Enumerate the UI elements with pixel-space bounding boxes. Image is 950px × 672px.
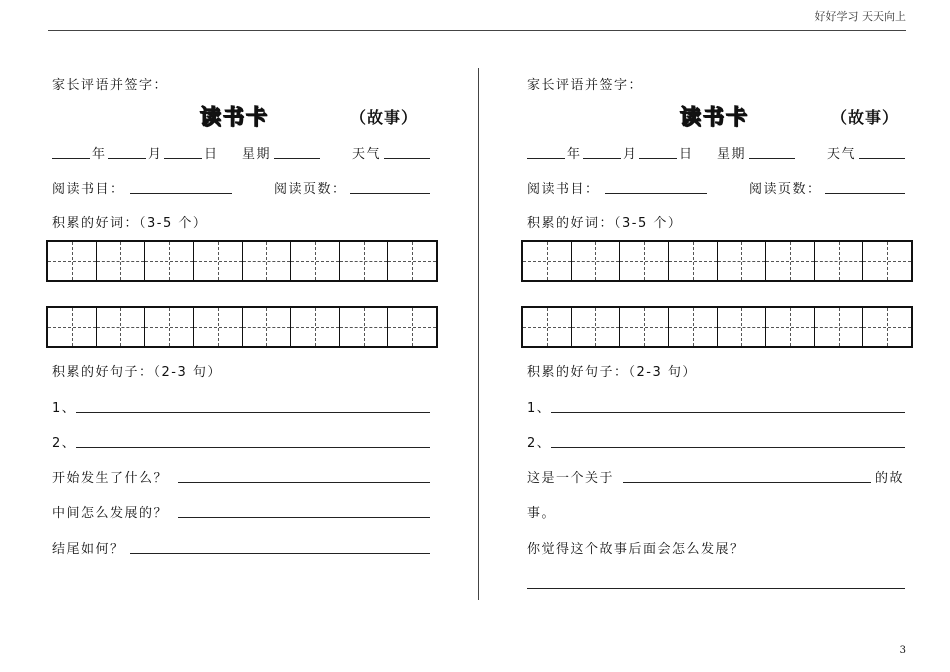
month-label: 月 bbox=[148, 147, 163, 162]
story-about-prefix: 这是一个关于 bbox=[527, 471, 615, 486]
book-title-label: 阅读书目： bbox=[52, 182, 125, 197]
good-sentences-label: 积累的好句子：（2-3 句） bbox=[527, 365, 697, 380]
good-words-label: 积累的好词：（3-5 个） bbox=[527, 216, 683, 231]
book-title-label: 阅读书目： bbox=[527, 182, 600, 197]
middle-answer-blank[interactable] bbox=[178, 517, 430, 518]
pages-read-label: 阅读页数： bbox=[749, 182, 822, 197]
story-about-suffix: 的故 bbox=[875, 471, 905, 486]
day-blank[interactable] bbox=[164, 158, 202, 159]
weather-blank[interactable] bbox=[384, 158, 430, 159]
sentence-1-label: 1、 bbox=[527, 401, 552, 416]
year-label: 年 bbox=[92, 147, 107, 162]
sentence-1-blank[interactable] bbox=[551, 412, 905, 413]
weather-blank[interactable] bbox=[859, 158, 905, 159]
sentence-2-label: 2、 bbox=[527, 436, 552, 451]
month-blank[interactable] bbox=[583, 158, 621, 159]
good-words-label: 积累的好词：（3-5 个） bbox=[52, 216, 208, 231]
month-label: 月 bbox=[623, 147, 638, 162]
pages-read-label: 阅读页数： bbox=[274, 182, 347, 197]
weekday-blank[interactable] bbox=[274, 158, 320, 159]
word-grid-1[interactable] bbox=[46, 240, 438, 282]
story-about-blank[interactable] bbox=[623, 482, 871, 483]
question-beginning: 开始发生了什么？ bbox=[52, 471, 169, 486]
weather-label: 天气 bbox=[827, 147, 857, 162]
weekday-blank[interactable] bbox=[749, 158, 795, 159]
card-title: 读书卡 bbox=[200, 105, 269, 129]
month-blank[interactable] bbox=[108, 158, 146, 159]
page-divider bbox=[478, 68, 479, 600]
year-blank[interactable] bbox=[52, 158, 90, 159]
good-sentences-label: 积累的好句子：（2-3 句） bbox=[52, 365, 222, 380]
year-label: 年 bbox=[567, 147, 582, 162]
day-label: 日 bbox=[204, 147, 219, 162]
reading-card-left bbox=[52, 0, 432, 672]
question-ending: 结尾如何？ bbox=[52, 542, 125, 557]
beginning-answer-blank[interactable] bbox=[178, 482, 430, 483]
weather-label: 天气 bbox=[352, 147, 382, 162]
day-label: 日 bbox=[679, 147, 694, 162]
sentence-1-blank[interactable] bbox=[76, 412, 430, 413]
sentence-2-blank[interactable] bbox=[551, 447, 905, 448]
book-title-blank[interactable] bbox=[130, 193, 232, 194]
word-grid-1[interactable] bbox=[521, 240, 913, 282]
page-number: 3 bbox=[899, 645, 906, 656]
parent-comment-label: 家长评语并签字： bbox=[527, 78, 644, 93]
question-middle: 中间怎么发展的？ bbox=[52, 506, 169, 521]
weekday-label: 星期 bbox=[717, 147, 747, 162]
header-motto: 好好学习 天天向上 bbox=[814, 10, 906, 23]
prediction-answer-blank[interactable] bbox=[527, 588, 905, 589]
card-subtitle: （故事） bbox=[350, 108, 419, 127]
book-title-blank[interactable] bbox=[605, 193, 707, 194]
sentence-2-label: 2、 bbox=[52, 436, 77, 451]
question-prediction: 你觉得这个故事后面会怎么发展？ bbox=[527, 542, 745, 557]
ending-answer-blank[interactable] bbox=[130, 553, 430, 554]
sentence-1-label: 1、 bbox=[52, 401, 77, 416]
story-about-suffix-continued: 事。 bbox=[527, 506, 557, 521]
word-grid-2[interactable] bbox=[46, 306, 438, 348]
parent-comment-label: 家长评语并签字： bbox=[52, 78, 169, 93]
pages-read-blank[interactable] bbox=[350, 193, 430, 194]
sentence-2-blank[interactable] bbox=[76, 447, 430, 448]
card-title: 读书卡 bbox=[680, 105, 749, 129]
day-blank[interactable] bbox=[639, 158, 677, 159]
word-grid-2[interactable] bbox=[521, 306, 913, 348]
reading-card-right bbox=[527, 0, 907, 672]
pages-read-blank[interactable] bbox=[825, 193, 905, 194]
weekday-label: 星期 bbox=[242, 147, 272, 162]
card-subtitle: （故事） bbox=[831, 108, 900, 127]
year-blank[interactable] bbox=[527, 158, 565, 159]
